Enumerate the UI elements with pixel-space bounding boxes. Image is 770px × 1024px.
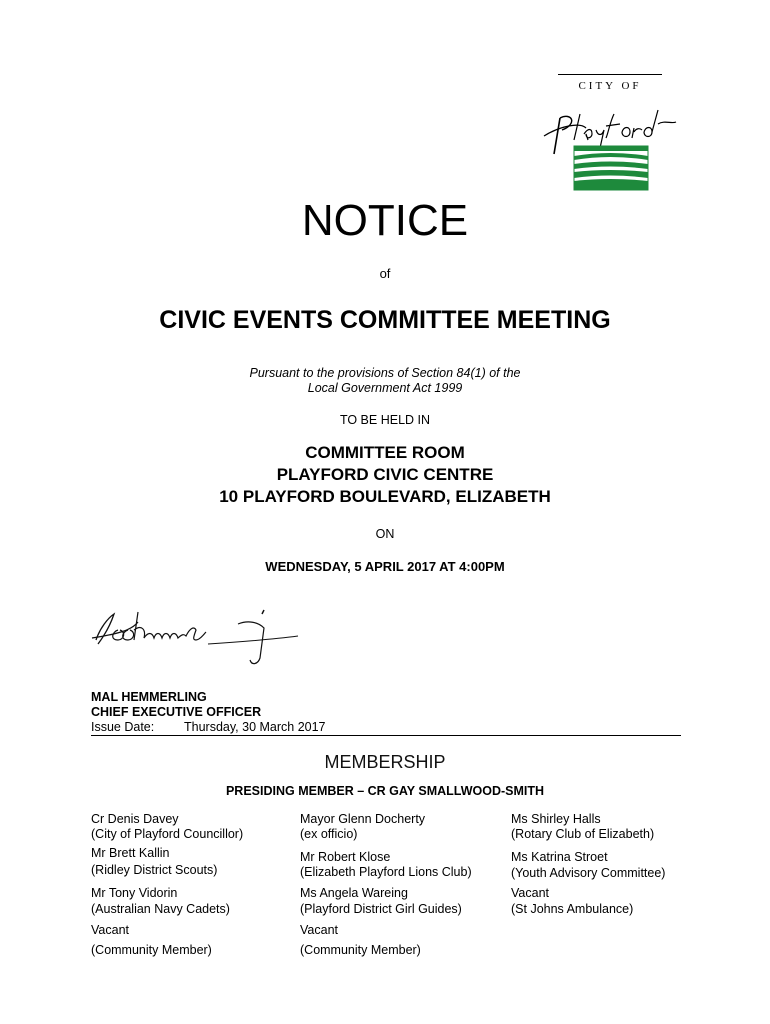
on-text: ON [375, 527, 395, 541]
member-name: Mr Brett Kallin [91, 846, 170, 860]
member-role: (Community Member) [300, 943, 421, 957]
of-text: of [379, 266, 391, 281]
member-role: (Community Member) [91, 943, 212, 957]
pursuant-line-2: Local Government Act 1999 [307, 381, 463, 395]
venue-line-3: 10 PLAYFORD BOULEVARD, ELIZABETH [219, 487, 551, 506]
member-role: (Australian Navy Cadets) [91, 902, 230, 916]
member-name: Mr Robert Klose [300, 850, 391, 864]
member-role: (Elizabeth Playford Lions Club) [300, 865, 472, 879]
member-name: Mr Tony Vidorin [91, 886, 178, 900]
member-name: Cr Denis Davey [91, 812, 179, 826]
member-role: (Youth Advisory Committee) [511, 866, 666, 880]
member-role: (Playford District Girl Guides) [300, 902, 462, 916]
signature-image [88, 600, 308, 672]
meeting-datetime: WEDNESDAY, 5 APRIL 2017 AT 4:00PM [265, 559, 505, 574]
notice-title: NOTICE [301, 196, 469, 245]
signer-title: CHIEF EXECUTIVE OFFICER [91, 705, 262, 719]
issue-date-row [91, 720, 681, 736]
signer-name: MAL HEMMERLING [91, 690, 207, 704]
issue-date-value: Thursday, 30 March 2017 [184, 720, 326, 734]
held-in-text: TO BE HELD IN [339, 413, 431, 427]
member-role: (ex officio) [300, 827, 358, 841]
playford-logo-mark [540, 74, 680, 198]
venue-line-1: COMMITTEE ROOM [305, 443, 465, 462]
meeting-title: CIVIC EVENTS COMMITTEE MEETING [159, 306, 611, 334]
member-name: Vacant [511, 886, 549, 900]
member-name: Ms Angela Wareing [300, 886, 408, 900]
pursuant-statement [0, 366, 770, 396]
pursuant-line-1: Pursuant to the provisions of Section 84(1) of the [249, 366, 521, 380]
signer-block [91, 690, 261, 720]
logo-city-of-text: CITY OF [578, 80, 642, 92]
venue-block [0, 442, 770, 508]
member-role: (City of Playford Councillor) [91, 827, 244, 841]
member-name: Mayor Glenn Docherty [300, 812, 426, 826]
member-name: Ms Katrina Stroet [511, 850, 608, 864]
member-role: (Ridley District Scouts) [91, 863, 218, 877]
member-role: (Rotary Club of Elizabeth) [511, 827, 655, 841]
member-name: Vacant [300, 923, 338, 937]
venue-line-2: PLAYFORD CIVIC CENTRE [276, 465, 494, 484]
issue-date-label: Issue Date: [91, 720, 155, 734]
member-name: Vacant [91, 923, 129, 937]
city-of-playford-logo [540, 74, 680, 198]
presiding-member: PRESIDING MEMBER – CR GAY SMALLWOOD-SMITH [225, 784, 545, 798]
membership-heading: MEMBERSHIP [324, 752, 446, 772]
member-name: Ms Shirley Halls [511, 812, 601, 826]
member-role: (St Johns Ambulance) [511, 902, 634, 916]
